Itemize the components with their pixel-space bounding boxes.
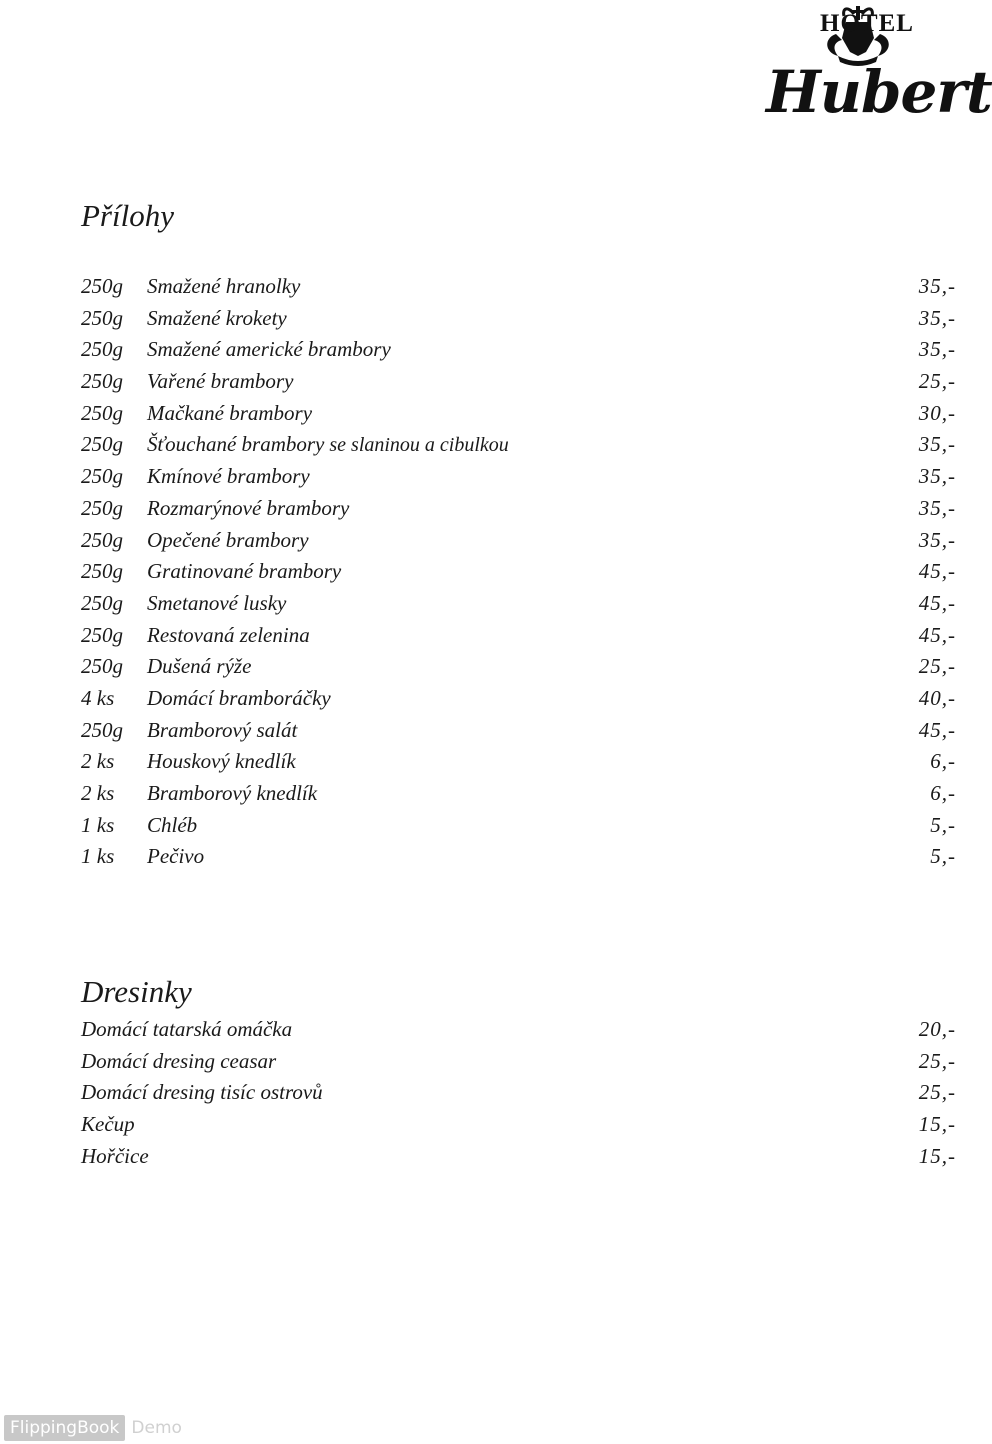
item-price: 45,- bbox=[918, 559, 956, 584]
item-quantity: 250g bbox=[81, 400, 123, 425]
item-name: Dušená rýže bbox=[147, 654, 252, 679]
flippingbook-demo-badge[interactable] bbox=[4, 1414, 188, 1442]
item-quantity: 1 ks bbox=[81, 844, 115, 869]
item-price: 35,- bbox=[918, 305, 956, 330]
menu-item bbox=[81, 1112, 956, 1144]
item-price: 35,- bbox=[918, 432, 956, 457]
item-price: 45,- bbox=[918, 622, 956, 647]
item-name: Opečené brambory bbox=[147, 527, 309, 552]
logo-hotel-text: HOTEL bbox=[820, 10, 914, 37]
item-name: Smažené hranolky bbox=[147, 274, 301, 298]
item-quantity: 250g bbox=[81, 590, 123, 615]
item-quantity: 250g bbox=[81, 527, 123, 552]
item-name: Smažené americké brambory bbox=[147, 337, 391, 362]
menu-item bbox=[81, 559, 956, 591]
flippingbook-brand: FlippingBook bbox=[4, 1415, 125, 1441]
menu-list-dresinky bbox=[81, 1017, 956, 1175]
item-name-main: Šťouchané brambory bbox=[147, 432, 325, 457]
menu-item bbox=[81, 591, 956, 623]
item-price: 5,- bbox=[930, 844, 956, 869]
item-name: Pečivo bbox=[147, 844, 205, 869]
menu-item bbox=[81, 654, 956, 686]
item-price: 15,- bbox=[918, 1143, 956, 1168]
item-quantity: 250g bbox=[81, 622, 123, 647]
item-quantity: 250g bbox=[81, 717, 123, 742]
item-price: 35,- bbox=[918, 337, 956, 362]
menu-item bbox=[81, 781, 956, 813]
menu-item bbox=[81, 686, 956, 718]
item-price: 20,- bbox=[918, 1017, 956, 1041]
item-price: 25,- bbox=[918, 654, 956, 679]
item-name: Domácí dresing ceasar bbox=[81, 1048, 277, 1073]
item-price: 35,- bbox=[918, 464, 956, 489]
menu-item bbox=[81, 623, 956, 655]
item-price: 35,- bbox=[918, 274, 956, 298]
item-quantity: 2 ks bbox=[81, 781, 115, 805]
item-price: 45,- bbox=[918, 590, 956, 615]
item-price: 30,- bbox=[918, 400, 956, 425]
item-price: 40,- bbox=[918, 685, 956, 710]
item-name: Hořčice bbox=[81, 1143, 149, 1168]
item-name: Kečup bbox=[81, 1112, 135, 1137]
item-name: Smetanové lusky bbox=[147, 590, 287, 615]
item-quantity: 250g bbox=[81, 654, 123, 679]
section-title-dresinky: Dresinky bbox=[81, 974, 192, 1009]
item-price: 15,- bbox=[918, 1112, 956, 1137]
item-name: Kmínové brambory bbox=[147, 464, 310, 489]
item-quantity: 250g bbox=[81, 495, 123, 520]
item-name-note: se slaninou a cibulkou bbox=[324, 434, 509, 457]
logo-name-text: Hubert bbox=[766, 58, 992, 126]
item-name: Bramborový knedlík bbox=[147, 781, 318, 805]
item-price: 25,- bbox=[918, 1048, 956, 1073]
item-price: 25,- bbox=[918, 369, 956, 394]
section-title-prilohy: Přílohy bbox=[81, 198, 174, 233]
item-quantity: 250g bbox=[81, 337, 123, 362]
menu-item bbox=[81, 528, 956, 560]
item-price: 6,- bbox=[930, 749, 956, 774]
menu-list-prilohy bbox=[81, 274, 956, 876]
item-quantity: 1 ks bbox=[81, 812, 115, 837]
menu-item bbox=[81, 844, 956, 876]
item-name: Houskový knedlík bbox=[147, 749, 296, 774]
item-price: 35,- bbox=[918, 495, 956, 520]
item-name: Domácí dresing tisíc ostrovů bbox=[81, 1080, 323, 1105]
demo-label: Demo bbox=[131, 1418, 182, 1438]
item-name: Restovaná zelenina bbox=[147, 622, 310, 647]
item-name bbox=[147, 432, 509, 457]
item-price: 35,- bbox=[918, 527, 956, 552]
item-price: 6,- bbox=[930, 781, 956, 805]
item-name: Domácí bramboráčky bbox=[147, 685, 331, 710]
menu-item bbox=[81, 1080, 956, 1112]
hotel-logo bbox=[762, 4, 992, 136]
menu-item bbox=[81, 813, 956, 845]
item-price: 5,- bbox=[930, 812, 956, 837]
item-name: Gratinované brambory bbox=[147, 559, 342, 584]
item-quantity: 2 ks bbox=[81, 749, 115, 774]
item-name: Smažené krokety bbox=[147, 305, 287, 330]
menu-item bbox=[81, 306, 956, 338]
menu-item bbox=[81, 432, 956, 464]
menu-item bbox=[81, 337, 956, 369]
item-quantity: 250g bbox=[81, 464, 123, 489]
menu-item bbox=[81, 718, 956, 750]
item-quantity: 250g bbox=[81, 559, 123, 584]
item-quantity: 4 ks bbox=[81, 685, 115, 710]
item-name: Rozmarýnové brambory bbox=[147, 495, 350, 520]
item-name: Mačkané brambory bbox=[147, 400, 313, 425]
item-name: Domácí tatarská omáčka bbox=[81, 1017, 293, 1041]
item-price: 25,- bbox=[918, 1080, 956, 1105]
item-quantity: 250g bbox=[81, 274, 123, 298]
menu-item bbox=[81, 1144, 956, 1176]
item-price: 45,- bbox=[918, 717, 956, 742]
item-quantity: 250g bbox=[81, 305, 123, 330]
item-name: Bramborový salát bbox=[147, 717, 298, 742]
menu-item bbox=[81, 1017, 956, 1049]
menu-item bbox=[81, 401, 956, 433]
menu-item bbox=[81, 274, 956, 306]
menu-item bbox=[81, 749, 956, 781]
item-quantity: 250g bbox=[81, 369, 123, 394]
item-name: Chléb bbox=[147, 812, 198, 837]
menu-item bbox=[81, 496, 956, 528]
menu-item bbox=[81, 464, 956, 496]
item-quantity: 250g bbox=[81, 432, 123, 457]
item-name: Vařené brambory bbox=[147, 369, 294, 394]
menu-item bbox=[81, 369, 956, 401]
menu-item bbox=[81, 1049, 956, 1081]
